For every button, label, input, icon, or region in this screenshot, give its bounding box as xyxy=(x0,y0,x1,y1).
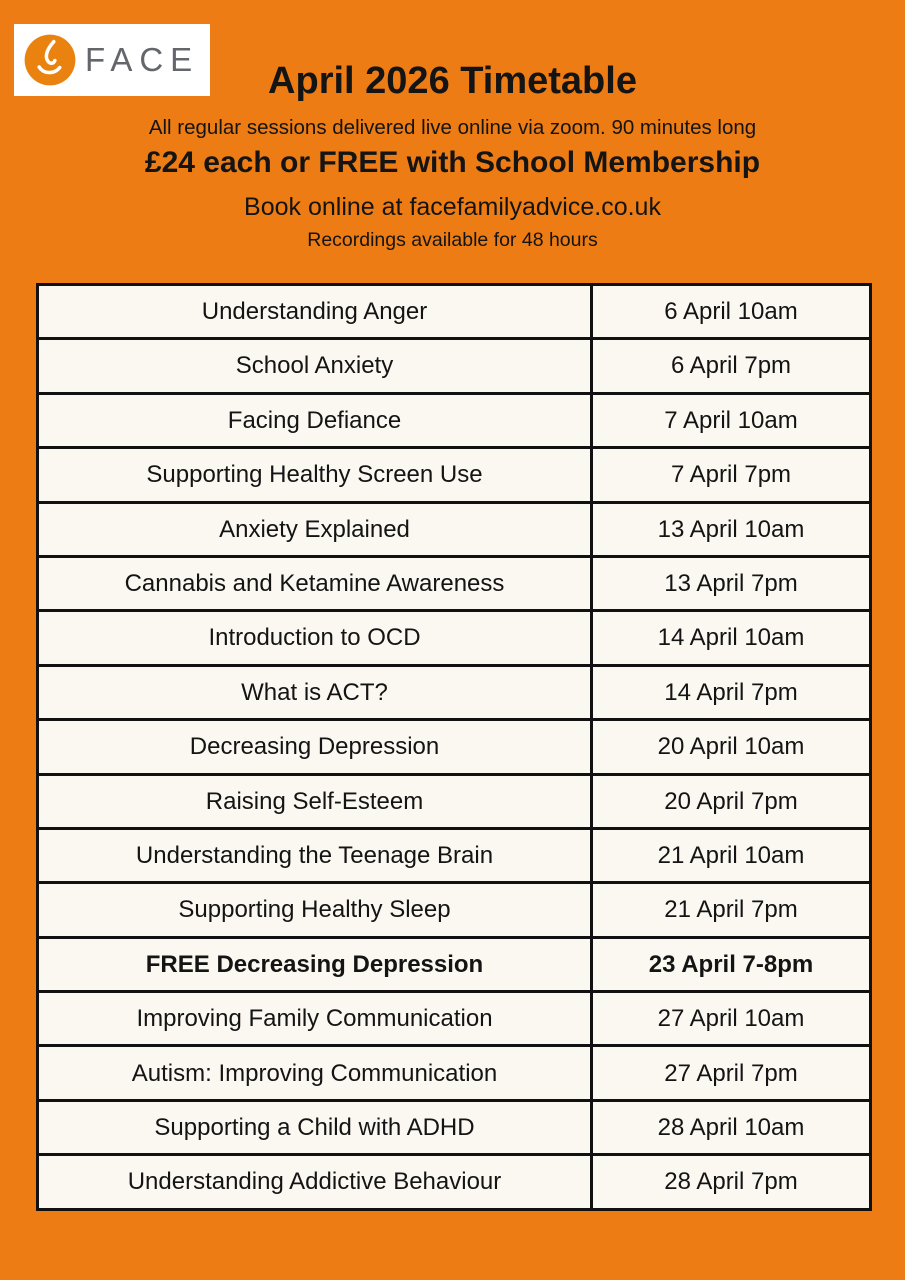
session-name: Cannabis and Ketamine Awareness xyxy=(39,558,593,609)
session-name: Decreasing Depression xyxy=(39,721,593,772)
session-name: Introduction to OCD xyxy=(39,612,593,663)
session-datetime: 14 April 7pm xyxy=(664,678,798,706)
session-datetime: 13 April 7pm xyxy=(664,570,798,598)
table-row xyxy=(36,936,872,993)
table-row xyxy=(36,501,872,558)
session-name: FREE Decreasing Depression xyxy=(39,939,593,990)
table-row xyxy=(36,555,872,612)
session-name: School Anxiety xyxy=(39,340,593,391)
session-datetime: 13 April 10am xyxy=(657,515,805,543)
session-name: Supporting Healthy Sleep xyxy=(39,884,593,935)
session-datetime: 6 April 7pm xyxy=(670,352,792,380)
price-line: £24 each or FREE with School Membership xyxy=(144,146,761,179)
session-name: Understanding Addictive Behaviour xyxy=(39,1156,593,1207)
recordings-line: Recordings available for 48 hours xyxy=(307,229,598,251)
session-name: What is ACT? xyxy=(39,667,593,718)
table-row xyxy=(36,990,872,1047)
table-row xyxy=(36,1153,872,1210)
timetable xyxy=(36,283,872,1211)
table-row xyxy=(36,827,872,884)
session-name: Anxiety Explained xyxy=(39,504,593,555)
session-datetime: 27 April 7pm xyxy=(664,1059,798,1087)
logo-text: FACE xyxy=(85,41,200,78)
table-row xyxy=(36,773,872,830)
session-datetime: 6 April 10am xyxy=(664,298,798,326)
session-name: Supporting Healthy Screen Use xyxy=(39,449,593,500)
session-datetime: 20 April 10am xyxy=(657,733,805,761)
session-datetime: 14 April 10am xyxy=(657,624,805,652)
table-row xyxy=(36,392,872,449)
table-row xyxy=(36,609,872,666)
session-datetime: 23 April 7-8pm xyxy=(648,950,814,978)
booking-line: Book online at facefamilyadvice.co.uk xyxy=(244,193,661,221)
session-datetime: 27 April 10am xyxy=(657,1005,805,1033)
table-row xyxy=(36,1044,872,1101)
session-name: Autism: Improving Communication xyxy=(39,1047,593,1098)
table-row xyxy=(36,1099,872,1156)
session-name: Facing Defiance xyxy=(39,395,593,446)
session-datetime: 20 April 7pm xyxy=(664,787,798,815)
table-row xyxy=(36,283,872,340)
session-datetime: 7 April 10am xyxy=(664,406,798,434)
session-datetime: 28 April 10am xyxy=(657,1113,805,1141)
session-name: Understanding the Teenage Brain xyxy=(39,830,593,881)
subtitle: All regular sessions delivered live online via zoom. 90 minutes long xyxy=(148,116,757,139)
table-row xyxy=(36,718,872,775)
table-row xyxy=(36,337,872,394)
table-row xyxy=(36,881,872,938)
session-name: Improving Family Communication xyxy=(39,993,593,1044)
session-name: Supporting a Child with ADHD xyxy=(39,1102,593,1153)
session-name: Raising Self-Esteem xyxy=(39,776,593,827)
table-row xyxy=(36,446,872,503)
session-datetime: 21 April 7pm xyxy=(664,896,798,924)
page-title: April 2026 Timetable xyxy=(268,60,637,102)
table-row xyxy=(36,664,872,721)
session-datetime: 28 April 7pm xyxy=(664,1168,798,1196)
session-datetime: 21 April 10am xyxy=(657,842,805,869)
session-datetime: 7 April 7pm xyxy=(670,461,792,489)
session-name: Understanding Anger xyxy=(39,286,593,337)
